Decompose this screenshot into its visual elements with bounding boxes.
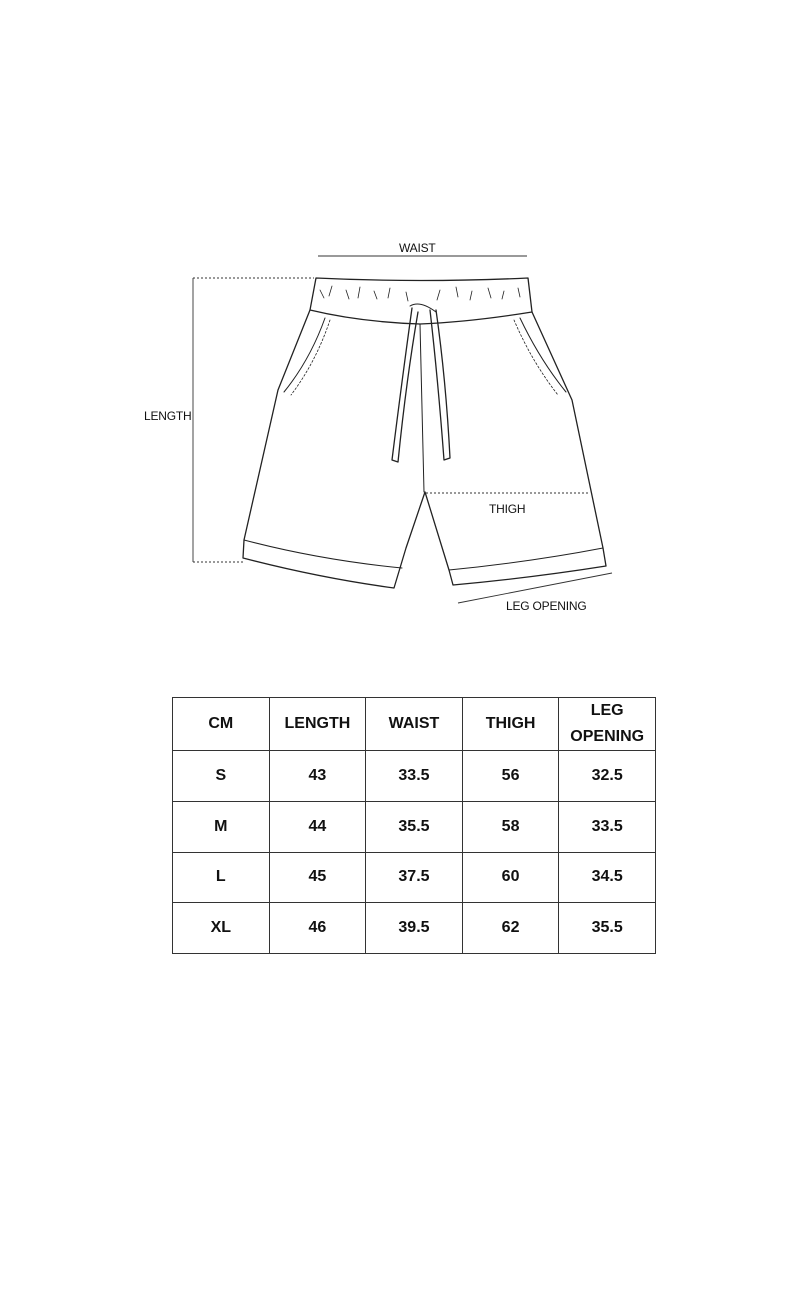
thigh-cell: 58 xyxy=(462,801,559,852)
waist-label: WAIST xyxy=(399,241,436,255)
size-cell: S xyxy=(173,751,270,802)
leg-opening-cell: 33.5 xyxy=(559,801,656,852)
size-cell: XL xyxy=(173,903,270,954)
length-cell: 44 xyxy=(269,801,366,852)
leg-opening-cell: 32.5 xyxy=(559,751,656,802)
leg-opening-cell: 34.5 xyxy=(559,852,656,903)
size-cell: M xyxy=(173,801,270,852)
length-cell: 46 xyxy=(269,903,366,954)
length-cell: 43 xyxy=(269,751,366,802)
leg-opening-label: LEG OPENING xyxy=(506,599,587,613)
header-leg-opening: LEG OPENING xyxy=(559,698,656,751)
length-label: LENGTH xyxy=(144,409,192,423)
thigh-cell: 60 xyxy=(462,852,559,903)
length-cell: 45 xyxy=(269,852,366,903)
leg-opening-cell: 35.5 xyxy=(559,903,656,954)
thigh-cell: 56 xyxy=(462,751,559,802)
shorts-illustration xyxy=(0,0,800,640)
waistband xyxy=(310,278,532,324)
drawstring-right xyxy=(430,310,450,460)
waist-cell: 37.5 xyxy=(366,852,463,903)
waist-cell: 35.5 xyxy=(366,801,463,852)
table-row xyxy=(173,751,656,802)
table-row xyxy=(173,903,656,954)
thigh-label: THIGH xyxy=(489,502,526,516)
size-cell: L xyxy=(173,852,270,903)
waist-cell: 39.5 xyxy=(366,903,463,954)
header-length: LENGTH xyxy=(269,698,366,751)
header-waist: WAIST xyxy=(366,698,463,751)
size-chart-table xyxy=(172,697,656,954)
shorts-body xyxy=(243,310,606,588)
shorts-measurement-diagram xyxy=(0,0,800,640)
table-row xyxy=(173,801,656,852)
drawstring-left xyxy=(392,308,418,462)
thigh-cell: 62 xyxy=(462,903,559,954)
header-thigh: THIGH xyxy=(462,698,559,751)
header-cm: CM xyxy=(173,698,270,751)
table-header-row xyxy=(173,698,656,751)
waist-cell: 33.5 xyxy=(366,751,463,802)
table-row xyxy=(173,852,656,903)
